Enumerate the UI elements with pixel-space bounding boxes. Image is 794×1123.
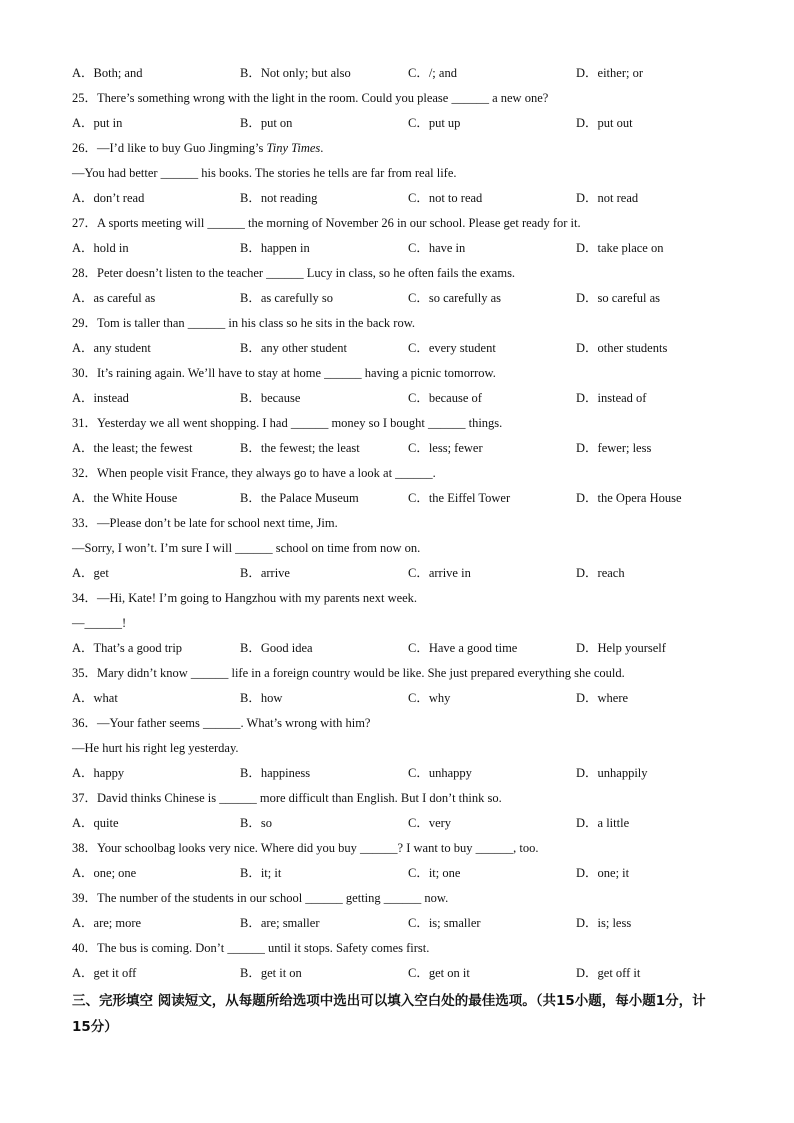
answer-option: C．have in <box>408 241 466 255</box>
question-text <box>72 538 722 563</box>
question-text <box>72 213 722 238</box>
answer-option: C．less; fewer <box>408 441 483 455</box>
answer-option: A．one; one <box>72 866 137 880</box>
book-title: Tiny Times <box>266 141 321 155</box>
question-text-main: —Sorry, I won’t. I’m sure I will ______ school on time from now on. <box>72 541 421 555</box>
question-text <box>72 88 722 113</box>
question-text-main: 26．—I’d like to buy Guo Jingming’s <box>72 141 267 155</box>
answer-option: A．hold in <box>72 241 129 255</box>
answer-option: D．one; it <box>576 866 630 880</box>
question-text-main: —You had better ______ his books. The stories he tells are far from real life. <box>72 166 457 180</box>
answer-option: B．get it on <box>240 966 302 980</box>
answer-option: B．the fewest; the least <box>240 441 360 455</box>
answer-option: B．any other student <box>240 341 347 355</box>
question-text-main: 37．David thinks Chinese is ______ more difficult than English. But I don’t think so. <box>72 791 502 805</box>
answer-option: D．get off it <box>576 966 641 980</box>
answer-options-row <box>72 913 722 938</box>
question-text-main: 33．—Please don’t be late for school next time, Jim. <box>72 516 338 530</box>
question-text <box>72 138 722 163</box>
answer-option: C．because of <box>408 391 482 405</box>
answer-option: C．is; smaller <box>408 916 481 930</box>
answer-options-row <box>72 63 722 88</box>
answer-option: A．any student <box>72 341 151 355</box>
answer-options-row <box>72 438 722 463</box>
answer-option: D．take place on <box>576 241 664 255</box>
answer-option: D．is; less <box>576 916 632 930</box>
answer-option: A．That’s a good trip <box>72 641 183 655</box>
question-text-main: 25．There’s something wrong with the light in the room. Could you please ______ a new one? <box>72 91 549 105</box>
question-text <box>72 788 722 813</box>
question-text <box>72 313 722 338</box>
answer-option: D．the Opera House <box>576 491 682 505</box>
exam-page-content <box>72 63 722 1040</box>
answer-option: C．arrive in <box>408 566 471 580</box>
question-text <box>72 838 722 863</box>
question-text-main: 38．Your schoolbag looks very nice. Where did you buy ______? I want to buy ______, too. <box>72 841 539 855</box>
question-text <box>72 663 722 688</box>
answer-option: D．instead of <box>576 391 647 405</box>
answer-option: A．what <box>72 691 118 705</box>
answer-option: A．the White House <box>72 491 178 505</box>
answer-option: D．a little <box>576 816 630 830</box>
answer-option: C．get on it <box>408 966 470 980</box>
question-text <box>72 713 722 738</box>
question-text <box>72 463 722 488</box>
question-text-main: 27．A sports meeting will ______ the morning of November 26 in our school. Please get ready for it. <box>72 216 581 230</box>
answer-option: C．put up <box>408 116 461 130</box>
question-text-main: 32．When people visit France, they always go to have a look at ______. <box>72 466 436 480</box>
answer-options-row <box>72 338 722 363</box>
question-text <box>72 263 722 288</box>
question-text <box>72 513 722 538</box>
question-text-main: 28．Peter doesn’t listen to the teacher ______ Lucy in class, so he often fails the exams. <box>72 266 516 280</box>
answer-option: A．quite <box>72 816 119 830</box>
answer-option: C．unhappy <box>408 766 472 780</box>
answer-options-row <box>72 188 722 213</box>
answer-option: B．happen in <box>240 241 310 255</box>
answer-options-row <box>72 388 722 413</box>
answer-option: C．/; and <box>408 66 457 80</box>
question-text-main: 35．Mary didn’t know ______ life in a foreign country would be like. She just prepared everything she could. <box>72 666 625 680</box>
answer-option: C．so carefully as <box>408 291 502 305</box>
answer-option: A．instead <box>72 391 129 405</box>
answer-option: B．Good idea <box>240 641 313 655</box>
answer-options-row <box>72 113 722 138</box>
answer-option: C．it; one <box>408 866 461 880</box>
answer-options-row <box>72 813 722 838</box>
answer-option: D．reach <box>576 566 625 580</box>
answer-option: B．happiness <box>240 766 311 780</box>
section-heading: 三、完形填空 阅读短文，从每题所给选项中选出可以填入空白处的最佳选项。（共15小题，每小题1分，计15分） <box>72 993 706 1035</box>
answer-option: B．as carefully so <box>240 291 334 305</box>
question-text <box>72 738 722 763</box>
answer-options-row <box>72 763 722 788</box>
answer-option: A．as careful as <box>72 291 156 305</box>
answer-option: D．so careful as <box>576 291 660 305</box>
question-text <box>72 413 722 438</box>
answer-option: B．the Palace Museum <box>240 491 359 505</box>
answer-option: C．every student <box>408 341 496 355</box>
question-text-main: —He hurt his right leg yesterday. <box>72 741 239 755</box>
answer-option: B．not reading <box>240 191 318 205</box>
answer-option: C．Have a good time <box>408 641 518 655</box>
answer-option: B．Not only; but also <box>240 66 351 80</box>
answer-options-row <box>72 563 722 588</box>
question-text <box>72 888 722 913</box>
question-text-main: —______! <box>72 616 127 630</box>
answer-option: A．put in <box>72 116 123 130</box>
answer-option: A．happy <box>72 766 125 780</box>
answer-option: A．don’t read <box>72 191 145 205</box>
question-text <box>72 163 722 188</box>
answer-option: D．unhappily <box>576 766 648 780</box>
question-text-main: 31．Yesterday we all went shopping. I had ______ money so I bought ______ things. <box>72 416 503 430</box>
answer-option: D．fewer; less <box>576 441 652 455</box>
answer-option: D．either; or <box>576 66 643 80</box>
question-text-main: 30．It’s raining again. We’ll have to stay at home ______ having a picnic tomorrow. <box>72 366 496 380</box>
question-text <box>72 588 722 613</box>
answer-option: D．where <box>576 691 629 705</box>
question-text-main: 34．—Hi, Kate! I’m going to Hangzhou with my parents next week. <box>72 591 418 605</box>
answer-option: C．the Eiffel Tower <box>408 491 511 505</box>
answer-option: A．are; more <box>72 916 142 930</box>
question-text-main: 39．The number of the students in our school ______ getting ______ now. <box>72 891 449 905</box>
question-text-main: 36．—Your father seems ______. What’s wrong with him? <box>72 716 371 730</box>
answer-options-row <box>72 688 722 713</box>
answer-options-row <box>72 863 722 888</box>
question-text <box>72 938 722 963</box>
question-text-tail: . <box>320 141 324 155</box>
question-text <box>72 363 722 388</box>
answer-options-row <box>72 963 722 988</box>
answer-option: B．are; smaller <box>240 916 320 930</box>
answer-option: A．Both; and <box>72 66 143 80</box>
answer-options-row <box>72 238 722 263</box>
answer-option: D．Help yourself <box>576 641 666 655</box>
answer-option: D．not read <box>576 191 639 205</box>
answer-option: B．it; it <box>240 866 282 880</box>
answer-option: C．not to read <box>408 191 483 205</box>
answer-option: A．get <box>72 566 109 580</box>
answer-option: B．so <box>240 816 272 830</box>
answer-option: B．because <box>240 391 301 405</box>
answer-option: C．very <box>408 816 452 830</box>
answer-option: B．how <box>240 691 283 705</box>
answer-options-row <box>72 288 722 313</box>
answer-option: B．arrive <box>240 566 290 580</box>
answer-options-row <box>72 488 722 513</box>
answer-option: B．put on <box>240 116 293 130</box>
answer-options-row <box>72 638 722 663</box>
question-text-main: 29．Tom is taller than ______ in his class so he sits in the back row. <box>72 316 416 330</box>
question-text-main: 40．The bus is coming. Don’t ______ until it stops. Safety comes first. <box>72 941 430 955</box>
answer-option: D．put out <box>576 116 633 130</box>
answer-option: A．get it off <box>72 966 137 980</box>
answer-option: D．other students <box>576 341 668 355</box>
question-text <box>72 613 722 638</box>
answer-option: C．why <box>408 691 451 705</box>
answer-option: A．the least; the fewest <box>72 441 193 455</box>
